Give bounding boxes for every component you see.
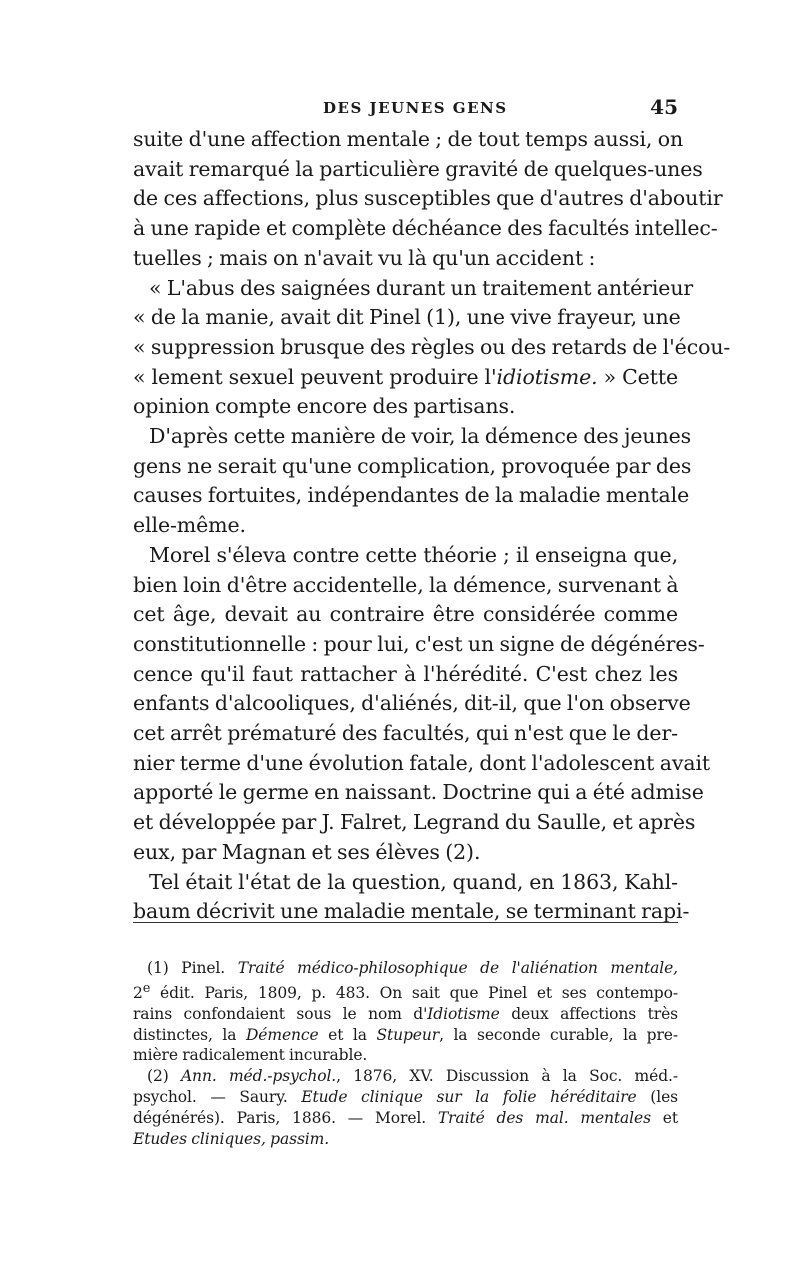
text-line: D'après cette manière de voir, la démence des jeunes (149, 424, 692, 449)
text-line: elle-même. (133, 513, 246, 538)
italic-title: Ann. méd.-psychol. (180, 1067, 337, 1086)
text-segment: édit. Paris, 1809, p. 483. On sait que Pinel et ses contempo- (150, 983, 678, 1002)
text-line: gens ne serait qu'une complication, provoquée par des (133, 453, 692, 478)
italic-title: Traité médico-philosophique de l'aliénation mentale, (237, 959, 678, 977)
text-line: eux, par Magnan et ses élèves (2). (133, 839, 481, 864)
page-number: 45 (650, 95, 678, 119)
text-line: à une rapide et complète déchéance des facultés intellec- (133, 216, 718, 241)
footnote-line (133, 1004, 678, 1025)
text-line: de ces affections, plus susceptibles que d'autres d'aboutir (133, 186, 723, 211)
text-segment: distinctes, la (133, 1025, 246, 1044)
text-segment: , la seconde curable, la pre- (439, 1025, 678, 1044)
italic-term: Idiotisme (427, 1004, 500, 1023)
text-line: Tel était l'état de la question, quand, en 1863, Kahl- (149, 869, 678, 894)
body-text (133, 125, 731, 927)
text-line: cet âge, devait au contraire être considérée comme (133, 602, 678, 627)
italic-term: idiotisme. (496, 364, 598, 389)
footnote-line: mière radicalement incurable. (133, 1046, 368, 1065)
italic-term: Démence (245, 1025, 319, 1044)
italic-title: Etudes cliniques, passim. (133, 1129, 330, 1148)
text-line: Morel s'éleva contre cette théorie ; il enseigna que, (149, 542, 678, 567)
text-line: baum décrivit une maladie mentale, se terminant rapi- (133, 899, 690, 924)
text-segment: psychol. — Saury. (133, 1087, 302, 1106)
text-line: causes fortuites, indépendantes de la maladie mentale (133, 483, 690, 508)
text-line: « suppression brusque des règles ou des retards de l'écou- (133, 334, 731, 359)
text-line: cet arrêt prématuré des facultés, qui n'est que le der- (133, 721, 678, 746)
text-segment: et (650, 1108, 679, 1127)
text-line (133, 363, 678, 393)
text-segment: et la (318, 1025, 377, 1044)
text-segment: dégénérés). Paris, 1886. — Morel. (133, 1108, 438, 1127)
text-segment: » Cette (597, 364, 679, 389)
text-line: suite d'une affection mentale ; de tout temps aussi, on (133, 127, 684, 151)
text-line: constitutionnelle : pour lui, c'est un signe de dégénéres- (133, 631, 705, 656)
italic-title: Etude clinique sur la folie héréditaire (301, 1087, 637, 1106)
footnote-line (133, 1129, 678, 1150)
text-line: nier terme d'une évolution fatale, dont l'adolescent avait (133, 750, 711, 775)
footnotes (133, 958, 678, 1149)
text-segment: « lement sexuel peuvent produire l' (133, 364, 497, 389)
page-header (133, 97, 678, 123)
footnote-line (133, 958, 678, 979)
footnote-divider (133, 922, 678, 923)
text-line: et développée par J. Falret, Legrand du Saulle, et après (133, 810, 696, 835)
text-line: opinion compte encore des partisans. (133, 394, 516, 419)
text-segment: (les (636, 1087, 679, 1106)
text-segment: (1) Pinel. (147, 959, 238, 977)
text-line: cence qu'il faut rattacher à l'hérédité. C'est chez les (133, 661, 678, 686)
footnote-line (133, 1108, 678, 1129)
text-line: tuelles ; mais on n'avait vu là qu'un accident : (133, 245, 596, 270)
running-title: DES JEUNES GENS (323, 99, 508, 117)
text-line: enfants d'alcooliques, d'aliénés, dit-il, que l'on observe (133, 691, 691, 716)
superscript: e (142, 980, 151, 996)
text-segment: , 1876, XV. Discussion à la Soc. méd.- (336, 1067, 679, 1086)
footnote-line (133, 1025, 678, 1046)
text-line: bien loin d'être accidentelle, la démence, survenant à (133, 572, 679, 597)
italic-title: Traité des mal. mentales (437, 1108, 651, 1127)
text-line: avait remarqué la particulière gravité de quelques-unes (133, 156, 703, 181)
text-segment: deux affections très (499, 1004, 678, 1023)
text-line: apporté le germe en naissant. Doctrine qui a été admise (133, 780, 704, 805)
footnote-line (133, 1087, 678, 1108)
italic-term: Stupeur (376, 1025, 440, 1044)
text-segment: rains confondaient sous le nom d' (133, 1004, 428, 1023)
footnote-line (133, 979, 678, 1004)
text-line: « de la manie, avait dit Pinel (1), une vive frayeur, une (133, 305, 681, 330)
text-segment: (2) (147, 1067, 181, 1086)
footnote-line (133, 1066, 678, 1087)
text-line: « L'abus des saignées durant un traitement antérieur (149, 275, 694, 300)
text-segment: 2 (133, 983, 143, 1002)
